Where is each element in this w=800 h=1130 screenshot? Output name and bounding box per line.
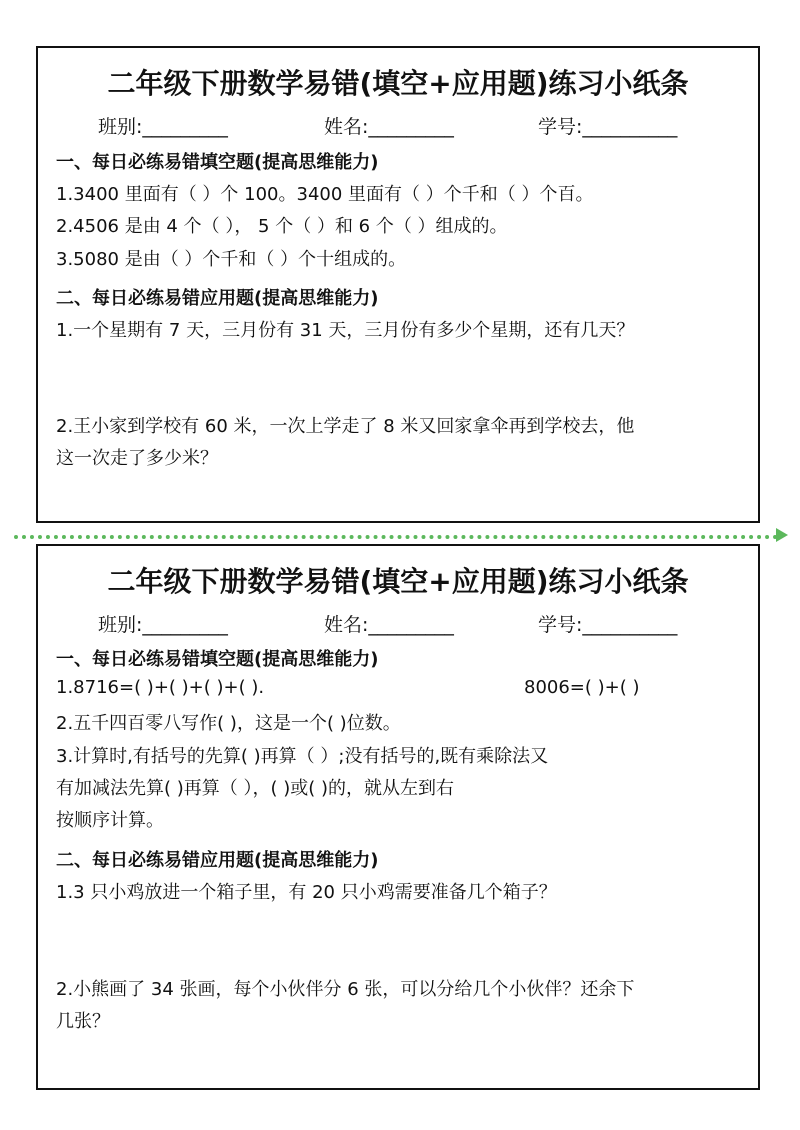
slip-title: 二年级下册数学易错(填空+应用题)练习小纸条 xyxy=(107,67,689,100)
class-field: 班别:_________ xyxy=(98,614,228,636)
name-field: 姓名:_________ xyxy=(324,116,454,138)
section-fill-heading: 一、每日必练易错填空题(提高思维能力) xyxy=(56,649,379,670)
app-question-2-line-2: 几张？ xyxy=(56,1011,110,1032)
app-question-1: 1.一个星期有 7 天，三月份有 31 天，三月份有多少个星期，还有几天？ xyxy=(56,320,635,341)
fill-question-3-line-2: 有加减法先算( )再算（ ），( )或( )的，就从左到右 xyxy=(56,778,455,799)
student-id-field: 学号:__________ xyxy=(538,614,678,636)
class-field: 班别:_________ xyxy=(98,116,228,138)
fill-question-1-right: 8006=( )+( ) xyxy=(524,677,640,698)
name-field: 姓名:_________ xyxy=(324,614,454,636)
app-question-2-line-1: 2.王小家到学校有 60 米，一次上学走了 8 米又回家拿伞再到学校去，他 xyxy=(56,416,635,437)
app-question-1: 1.3 只小鸡放进一个箱子里，有 20 只小鸡需要准备几个箱子？ xyxy=(56,882,557,903)
section-app-heading: 二、每日必练易错应用题(提高思维能力) xyxy=(56,288,379,309)
student-id-field: 学号:__________ xyxy=(538,116,678,138)
section-fill-heading: 一、每日必练易错填空题(提高思维能力) xyxy=(56,152,379,173)
worksheet-slip-1 xyxy=(36,46,760,523)
arrow-right-icon xyxy=(776,528,788,542)
fill-question-2: 2.4506 是由 4 个（ ）， 5 个（ ）和 6 个（ ）组成的。 xyxy=(56,216,508,237)
fill-question-2: 2.五千四百零八写作( )，这是一个( )位数。 xyxy=(56,713,401,734)
fill-question-3-line-3: 按顺序计算。 xyxy=(56,810,164,831)
app-question-2-line-1: 2.小熊画了 34 张画，每个小伙伴分 6 张，可以分给几个小伙伴？还余下 xyxy=(56,979,635,1000)
app-question-2-line-2: 这一次走了多少米？ xyxy=(56,448,218,469)
slip-title: 二年级下册数学易错(填空+应用题)练习小纸条 xyxy=(107,565,689,598)
cut-line-divider xyxy=(14,535,778,539)
fill-question-1: 1.3400 里面有（ ）个 100。3400 里面有（ ）个千和（ ）个百。 xyxy=(56,184,594,205)
fill-question-1-left: 1.8716=( )+( )+( )+( ). xyxy=(56,677,265,698)
fill-question-3-line-1: 3.计算时,有括号的先算( )再算（ ）;没有括号的,既有乘除法又 xyxy=(56,746,549,767)
fill-question-3: 3.5080 是由（ ）个千和（ ）个十组成的。 xyxy=(56,249,407,270)
section-app-heading: 二、每日必练易错应用题(提高思维能力) xyxy=(56,850,379,871)
worksheet-slip-2 xyxy=(36,544,760,1090)
